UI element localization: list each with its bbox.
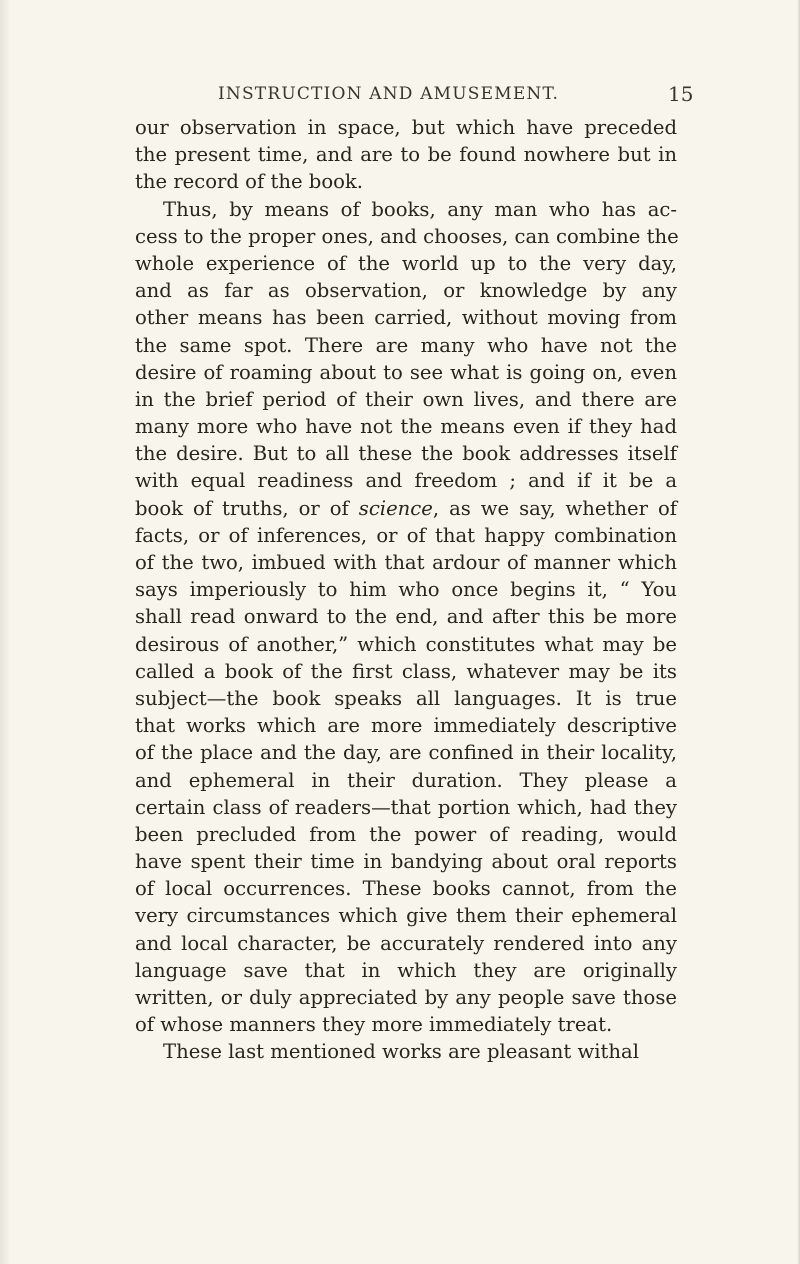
text-fragment: , as we say, whether of bbox=[432, 496, 677, 520]
text-line: very circumstances which give them their ephemeral bbox=[135, 904, 677, 928]
text-line: and as far as observation, or knowledge by any bbox=[135, 279, 677, 303]
text-fragment: book of truths, or of bbox=[135, 496, 359, 520]
text-line: our observation in space, but which have preceded bbox=[135, 116, 677, 139]
text-line: in the brief period of their own lives, and there are bbox=[135, 387, 677, 411]
text-line: that works which are more immediately descriptive bbox=[135, 714, 677, 738]
text-line: many more who have not the means even if they had bbox=[135, 415, 677, 439]
text-line: of the two, imbued with that ardour of manner which bbox=[135, 551, 677, 574]
text-line-with-italic bbox=[135, 495, 677, 522]
page-number: 15 bbox=[668, 82, 694, 106]
text-line: of whose manners they more immediately treat. bbox=[135, 1013, 613, 1037]
text-line: says imperiously to him who once begins it, “ You bbox=[135, 578, 677, 602]
text-line: of local occurrences. These books cannot, from the bbox=[135, 877, 677, 901]
text-line: whole experience of the world up to the very day, bbox=[135, 251, 677, 275]
text-line: the present time, and are to be found nowhere but in bbox=[135, 143, 677, 167]
text-line: other means has been carried, without moving from bbox=[135, 306, 677, 330]
text-line: shall read onward to the end, and after this be more bbox=[135, 605, 677, 629]
text-line: of the place and the day, are confined in their locality, bbox=[135, 741, 677, 765]
text-line: language save that in which they are originally bbox=[135, 958, 677, 982]
running-head: INSTRUCTION AND AMUSEMENT. bbox=[218, 84, 560, 104]
italic-word: science bbox=[358, 496, 433, 520]
text-line: called a book of the first class, whatever may be its bbox=[135, 659, 677, 683]
text-line: desirous of another,” which constitutes what may be bbox=[135, 632, 677, 656]
paragraph-start-line: These last mentioned works are pleasant withal bbox=[163, 1040, 639, 1064]
text-line: subject—the book speaks all languages. It is true bbox=[135, 686, 677, 710]
text-line: have spent their time in bandying about oral reports bbox=[135, 850, 677, 874]
body-text bbox=[135, 114, 677, 1066]
gutter-shadow bbox=[0, 0, 10, 1264]
text-line: certain class of readers—that portion which, had they bbox=[135, 795, 677, 819]
text-line: and ephemeral in their duration. They please a bbox=[135, 768, 677, 792]
page-header bbox=[0, 84, 800, 114]
text-line: the same spot. There are many who have not the bbox=[135, 333, 677, 357]
paragraph-start-line: Thus, by means of books, any man who has ac- bbox=[163, 197, 677, 221]
text-line: the desire. But to all these the book addresses itself bbox=[135, 442, 677, 466]
text-line: the record of the book. bbox=[135, 170, 364, 194]
text-line: and local character, be accurately rendered into any bbox=[135, 931, 677, 955]
text-line: with equal readiness and freedom ; and if it be a bbox=[135, 469, 677, 493]
text-line: facts, or of inferences, or of that happy combination bbox=[135, 523, 677, 547]
text-line: desire of roaming about to see what is going on, even bbox=[135, 360, 677, 384]
text-line: cess to the proper ones, and chooses, can combine the bbox=[135, 224, 679, 248]
text-line: written, or duly appreciated by any people save those bbox=[135, 986, 677, 1009]
text-line: been precluded from the power of reading, would bbox=[135, 822, 677, 846]
